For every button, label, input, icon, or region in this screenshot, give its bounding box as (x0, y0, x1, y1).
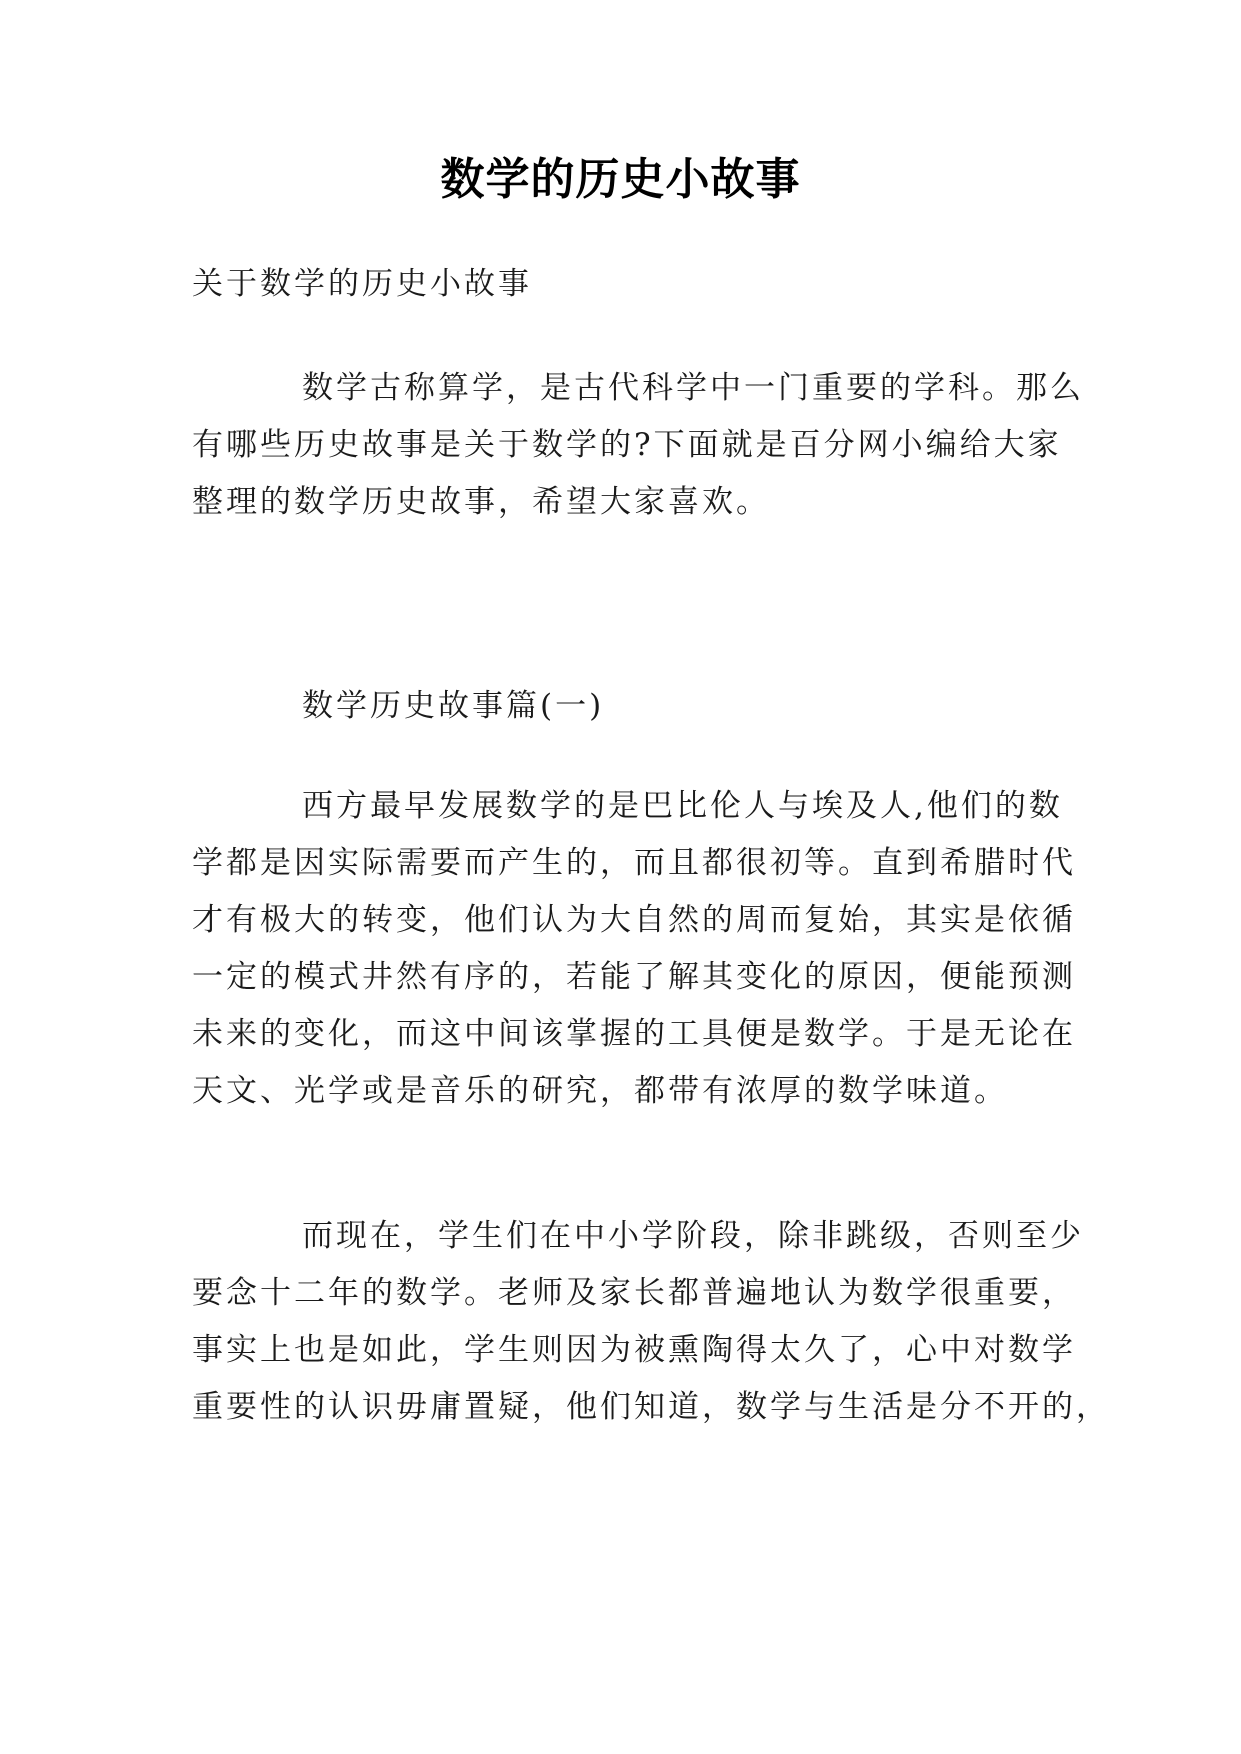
paragraph-line: 未来的变化，而这中间该掌握的工具便是数学。于是无论在 (192, 1016, 1076, 1052)
section-heading: 数学历史故事篇(一) (302, 688, 605, 724)
intro-line: 整理的数学历史故事，希望大家喜欢。 (192, 484, 770, 520)
paragraph-line: 要念十二年的数学。老师及家长都普遍地认为数学很重要， (192, 1275, 1076, 1311)
paragraph-line: 学都是因实际需要而产生的，而且都很初等。直到希腊时代 (192, 845, 1076, 881)
intro-line: 有哪些历史故事是关于数学的?下面就是百分网小编给大家 (192, 427, 1062, 463)
paragraph-line: 重要性的认识毋庸置疑，他们知道，数学与生活是分不开的， (192, 1389, 1110, 1425)
paragraph-line: 西方最早发展数学的是巴比伦人与埃及人,他们的数 (302, 788, 1063, 824)
intro-line: 数学古称算学，是古代科学中一门重要的学科。那么 (302, 370, 1084, 406)
paragraph-line: 而现在，学生们在中小学阶段，除非跳级，否则至少 (302, 1218, 1084, 1254)
document-subtitle: 关于数学的历史小故事 (192, 266, 532, 302)
paragraph-line: 一定的模式井然有序的，若能了解其变化的原因，便能预测 (192, 959, 1076, 995)
paragraph-line: 事实上也是如此，学生则因为被熏陶得太久了，心中对数学 (192, 1332, 1076, 1368)
paragraph-line: 才有极大的转变，他们认为大自然的周而复始，其实是依循 (192, 902, 1076, 938)
document-title: 数学的历史小故事 (440, 154, 801, 205)
paragraph-line: 天文、光学或是音乐的研究，都带有浓厚的数学味道。 (192, 1073, 1008, 1109)
